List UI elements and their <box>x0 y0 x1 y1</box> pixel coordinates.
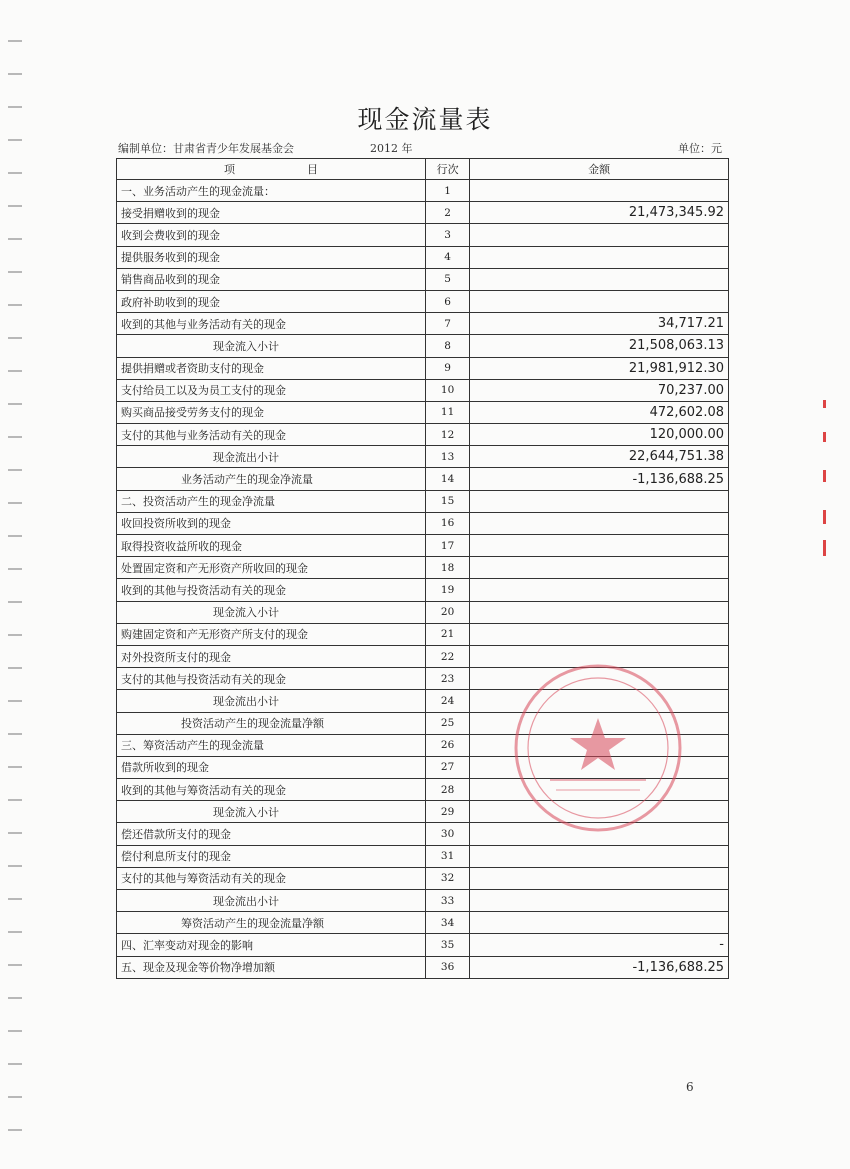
binding-hole-marks <box>8 30 30 1140</box>
row-item-label: 三、筹资活动产生的现金流量 <box>117 734 426 756</box>
row-amount <box>470 490 729 512</box>
table-row <box>117 956 729 978</box>
binding-mark <box>8 271 22 273</box>
official-seal-stamp <box>510 660 686 836</box>
row-item-label: 收回投资所收到的现金 <box>117 512 426 534</box>
row-amount: 21,508,063.13 <box>470 335 729 357</box>
binding-mark <box>8 799 22 801</box>
binding-mark <box>8 205 22 207</box>
item-column-header <box>117 159 426 180</box>
row-item-label: 五、现金及现金等价物净增加额 <box>117 956 426 978</box>
row-item-label: 投资活动产生的现金流量净额 <box>117 712 426 734</box>
binding-mark <box>8 469 22 471</box>
row-item-label: 支付的其他与筹资活动有关的现金 <box>117 867 426 889</box>
row-line-number: 19 <box>425 579 469 601</box>
binding-mark <box>8 931 22 933</box>
row-line-number: 26 <box>425 734 469 756</box>
row-item-label: 接受捐赠收到的现金 <box>117 202 426 224</box>
row-line-number: 16 <box>425 512 469 534</box>
row-amount <box>470 601 729 623</box>
row-item-label: 偿付利息所支付的现金 <box>117 845 426 867</box>
organization-label: 编制单位：甘肃省青少年发展基金会 <box>118 142 294 155</box>
table-row <box>117 246 729 268</box>
row-line-number: 4 <box>425 246 469 268</box>
row-line-number: 3 <box>425 224 469 246</box>
row-amount: 34,717.21 <box>470 313 729 335</box>
binding-mark <box>8 898 22 900</box>
row-item-label: 偿还借款所支付的现金 <box>117 823 426 845</box>
table-row <box>117 335 729 357</box>
row-line-number: 10 <box>425 379 469 401</box>
table-row <box>117 867 729 889</box>
row-item-label: 收到的其他与投资活动有关的现金 <box>117 579 426 601</box>
report-year: 2012 年 <box>370 142 413 155</box>
binding-mark <box>8 964 22 966</box>
row-line-number: 33 <box>425 890 469 912</box>
row-line-number: 28 <box>425 779 469 801</box>
row-amount <box>470 512 729 534</box>
row-line-number: 36 <box>425 956 469 978</box>
binding-mark <box>8 370 22 372</box>
row-item-label: 购买商品接受劳务支付的现金 <box>117 401 426 423</box>
row-item-label: 支付的其他与业务活动有关的现金 <box>117 424 426 446</box>
table-row <box>117 313 729 335</box>
row-item-label: 借款所收到的现金 <box>117 756 426 778</box>
table-row <box>117 557 729 579</box>
table-row <box>117 424 729 446</box>
row-line-number: 23 <box>425 668 469 690</box>
table-row <box>117 890 729 912</box>
row-amount <box>470 623 729 645</box>
row-amount <box>470 290 729 312</box>
row-item-label: 收到的其他与业务活动有关的现金 <box>117 313 426 335</box>
table-row <box>117 202 729 224</box>
binding-mark <box>8 502 22 504</box>
binding-mark <box>8 304 22 306</box>
binding-mark <box>8 1063 22 1065</box>
cash-flow-table <box>116 158 729 979</box>
row-line-number: 6 <box>425 290 469 312</box>
row-line-number: 32 <box>425 867 469 889</box>
row-line-number: 17 <box>425 535 469 557</box>
row-item-label: 支付的其他与投资活动有关的现金 <box>117 668 426 690</box>
row-line-number: 35 <box>425 934 469 956</box>
binding-mark <box>8 700 22 702</box>
binding-mark <box>8 832 22 834</box>
binding-mark <box>8 997 22 999</box>
row-amount: 21,981,912.30 <box>470 357 729 379</box>
table-row <box>117 401 729 423</box>
table-row <box>117 623 729 645</box>
row-line-number: 7 <box>425 313 469 335</box>
table-row <box>117 512 729 534</box>
binding-mark <box>8 73 22 75</box>
binding-mark <box>8 1129 22 1131</box>
binding-mark <box>8 436 22 438</box>
row-line-number: 1 <box>425 180 469 202</box>
row-amount <box>470 224 729 246</box>
row-item-label: 支付给员工以及为员工支付的现金 <box>117 379 426 401</box>
binding-mark <box>8 172 22 174</box>
row-line-number: 25 <box>425 712 469 734</box>
binding-mark <box>8 403 22 405</box>
table-row <box>117 934 729 956</box>
row-line-number: 11 <box>425 401 469 423</box>
row-line-number: 9 <box>425 357 469 379</box>
row-item-label: 现金流入小计 <box>117 335 426 357</box>
row-line-number: 20 <box>425 601 469 623</box>
binding-mark <box>8 139 22 141</box>
row-amount <box>470 180 729 202</box>
row-item-label: 提供服务收到的现金 <box>117 246 426 268</box>
row-item-label: 现金流出小计 <box>117 690 426 712</box>
table-row <box>117 180 729 202</box>
row-item-label: 一、业务活动产生的现金流量： <box>117 180 426 202</box>
row-line-number: 29 <box>425 801 469 823</box>
row-item-label: 现金流入小计 <box>117 801 426 823</box>
table-row <box>117 224 729 246</box>
row-amount: 22,644,751.38 <box>470 446 729 468</box>
table-row <box>117 912 729 934</box>
row-line-number: 13 <box>425 446 469 468</box>
table-row <box>117 579 729 601</box>
row-line-number: 24 <box>425 690 469 712</box>
row-amount <box>470 268 729 290</box>
row-line-number: 15 <box>425 490 469 512</box>
row-item-label: 收到的其他与筹资活动有关的现金 <box>117 779 426 801</box>
row-item-label: 对外投资所支付的现金 <box>117 645 426 667</box>
binding-mark <box>8 337 22 339</box>
row-amount <box>470 246 729 268</box>
binding-mark <box>8 1030 22 1032</box>
table-row <box>117 490 729 512</box>
row-line-number: 27 <box>425 756 469 778</box>
row-item-label: 处置固定资和产无形资产所收回的现金 <box>117 557 426 579</box>
table-row <box>117 601 729 623</box>
table-row <box>117 468 729 490</box>
amount-column-header: 金额 <box>470 159 729 180</box>
row-amount <box>470 579 729 601</box>
row-item-label: 购建固定资和产无形资产所支付的现金 <box>117 623 426 645</box>
page-number: 6 <box>686 1080 694 1094</box>
row-amount <box>470 535 729 557</box>
row-item-label: 取得投资收益所收的现金 <box>117 535 426 557</box>
row-item-label: 筹资活动产生的现金流量净额 <box>117 912 426 934</box>
row-amount <box>470 912 729 934</box>
table-row <box>117 357 729 379</box>
line-no-column-header: 行次 <box>425 159 469 180</box>
row-item-label: 二、投资活动产生的现金净流量 <box>117 490 426 512</box>
binding-mark <box>8 601 22 603</box>
row-line-number: 12 <box>425 424 469 446</box>
binding-mark <box>8 568 22 570</box>
binding-mark <box>8 733 22 735</box>
binding-mark <box>8 634 22 636</box>
item-header-part-a: 项 <box>223 163 235 176</box>
row-item-label: 收到会费收到的现金 <box>117 224 426 246</box>
row-line-number: 21 <box>425 623 469 645</box>
binding-mark <box>8 766 22 768</box>
table-row <box>117 268 729 290</box>
row-amount <box>470 890 729 912</box>
currency-unit: 单位：元 <box>678 142 722 155</box>
row-line-number: 31 <box>425 845 469 867</box>
table-row <box>117 845 729 867</box>
binding-mark <box>8 667 22 669</box>
row-amount: - <box>470 934 729 956</box>
row-amount: 472,602.08 <box>470 401 729 423</box>
row-line-number: 2 <box>425 202 469 224</box>
row-item-label: 政府补助收到的现金 <box>117 290 426 312</box>
table-row <box>117 535 729 557</box>
row-amount: -1,136,688.25 <box>470 956 729 978</box>
row-line-number: 8 <box>425 335 469 357</box>
binding-mark <box>8 535 22 537</box>
row-item-label: 现金流出小计 <box>117 890 426 912</box>
binding-mark <box>8 40 22 42</box>
row-amount: 120,000.00 <box>470 424 729 446</box>
row-line-number: 22 <box>425 645 469 667</box>
binding-mark <box>8 865 22 867</box>
item-header-part-b: 目 <box>306 163 318 176</box>
row-amount: -1,136,688.25 <box>470 468 729 490</box>
document-title: 现金流量表 <box>357 105 493 134</box>
row-line-number: 5 <box>425 268 469 290</box>
row-amount <box>470 557 729 579</box>
row-line-number: 14 <box>425 468 469 490</box>
row-line-number: 18 <box>425 557 469 579</box>
row-item-label: 业务活动产生的现金净流量 <box>117 468 426 490</box>
row-item-label: 销售商品收到的现金 <box>117 268 426 290</box>
row-amount: 21,473,345.92 <box>470 202 729 224</box>
row-item-label: 提供捐赠或者资助支付的现金 <box>117 357 426 379</box>
row-line-number: 30 <box>425 823 469 845</box>
row-item-label: 现金流出小计 <box>117 446 426 468</box>
row-line-number: 34 <box>425 912 469 934</box>
row-amount <box>470 867 729 889</box>
row-amount <box>470 845 729 867</box>
table-header-row <box>117 159 729 180</box>
row-item-label: 现金流入小计 <box>117 601 426 623</box>
binding-mark <box>8 1096 22 1098</box>
table-row <box>117 379 729 401</box>
binding-mark <box>8 238 22 240</box>
table-row <box>117 446 729 468</box>
table-row <box>117 290 729 312</box>
row-item-label: 四、汇率变动对现金的影响 <box>117 934 426 956</box>
row-amount: 70,237.00 <box>470 379 729 401</box>
